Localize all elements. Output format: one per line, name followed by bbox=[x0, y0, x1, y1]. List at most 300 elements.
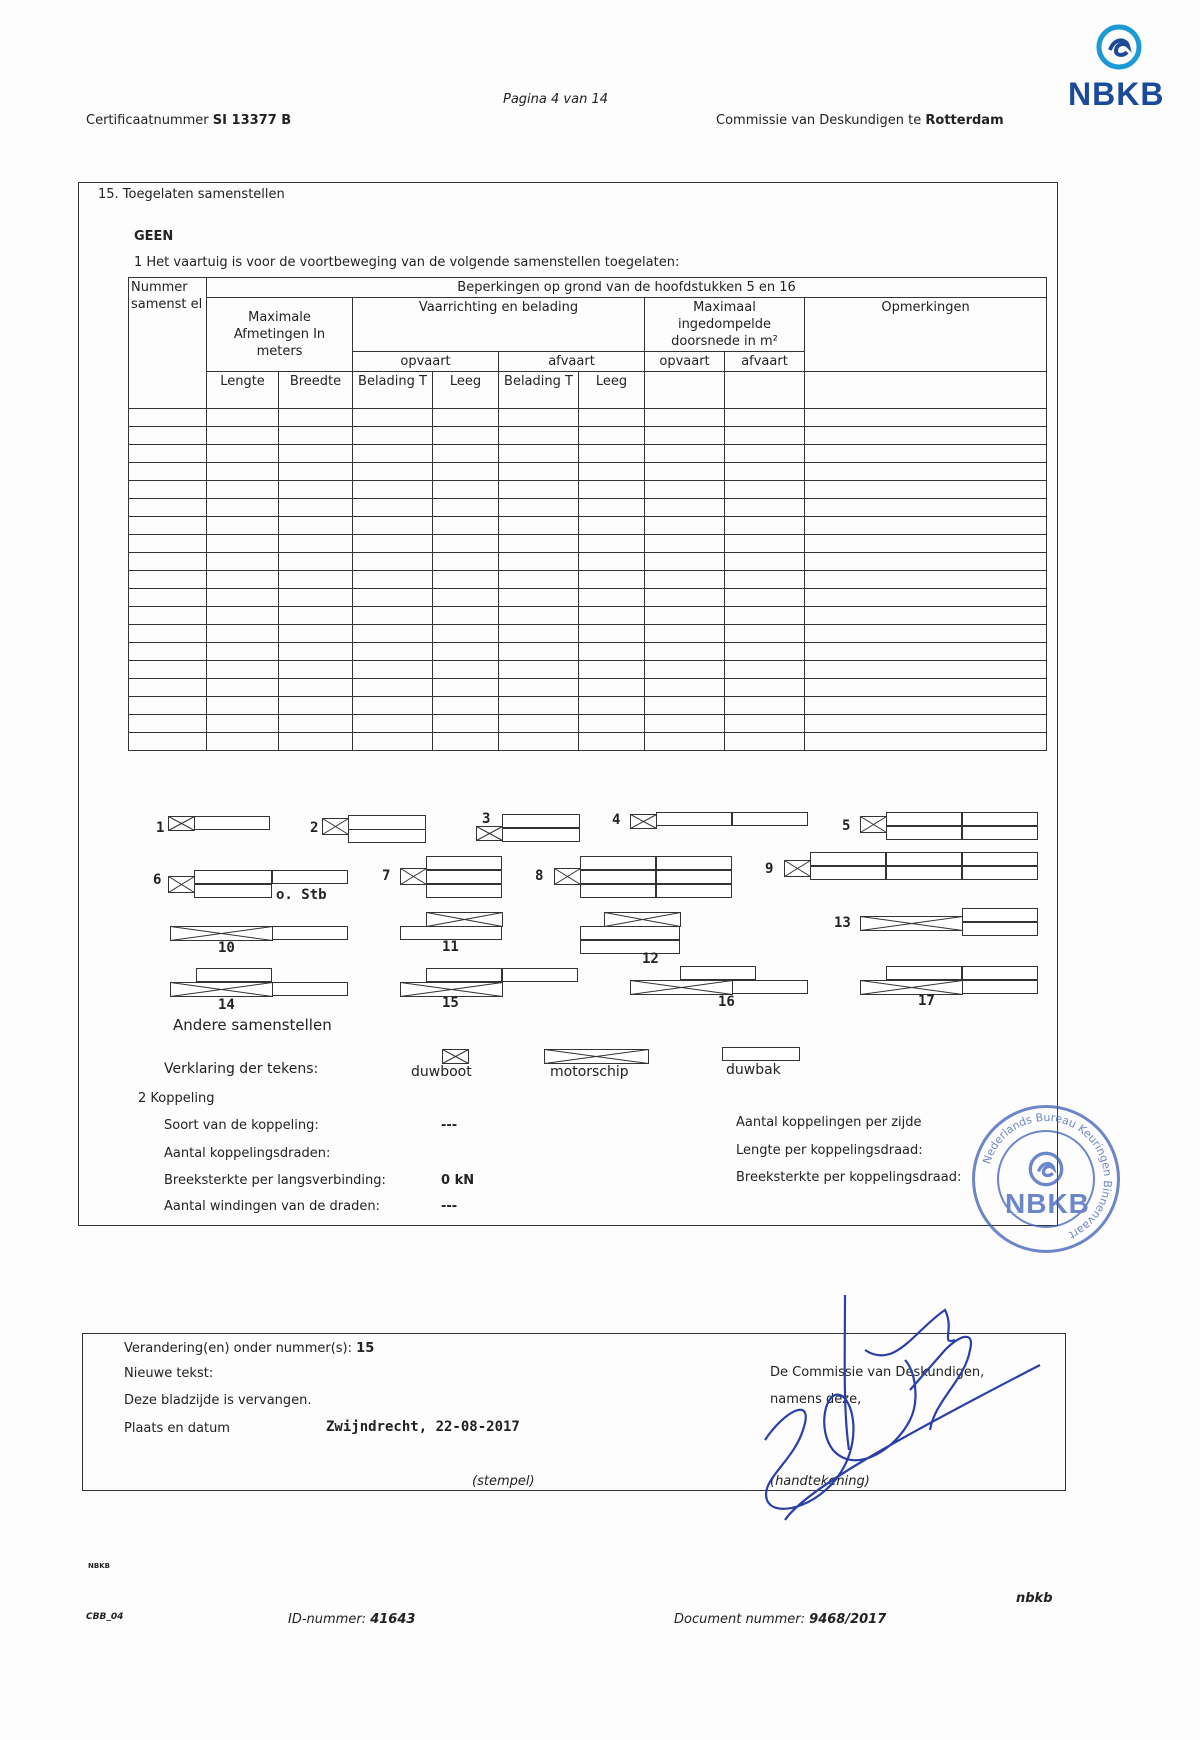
change-number: 15 bbox=[356, 1341, 375, 1356]
table-cell bbox=[805, 679, 1047, 697]
header-beperkingen: Beperkingen op grond van de hoofdstukken 5 en 16 bbox=[207, 278, 1047, 298]
table-cell bbox=[353, 679, 433, 697]
duwbak-shape bbox=[962, 980, 1038, 994]
table-cell bbox=[279, 463, 353, 481]
duwbak-shape bbox=[196, 968, 272, 982]
table-cell bbox=[579, 481, 645, 499]
table-cell bbox=[207, 535, 279, 553]
duwboot-shape bbox=[168, 876, 195, 893]
duwbak-shape bbox=[580, 870, 656, 884]
table-cell bbox=[725, 733, 805, 751]
table-cell bbox=[499, 661, 579, 679]
table-cell bbox=[279, 445, 353, 463]
table-row bbox=[129, 679, 1047, 697]
table-cell bbox=[579, 571, 645, 589]
table-cell bbox=[725, 643, 805, 661]
table-cell bbox=[433, 427, 499, 445]
table-cell bbox=[499, 499, 579, 517]
footer-doc-value: 9468/2017 bbox=[809, 1612, 887, 1627]
table-cell bbox=[353, 697, 433, 715]
windingen-label: Aantal windingen van de draden: bbox=[164, 1199, 380, 1214]
table-cell bbox=[579, 517, 645, 535]
table-cell bbox=[725, 661, 805, 679]
duwbak-shape bbox=[810, 852, 886, 866]
duwbak-shape bbox=[194, 816, 270, 830]
new-text-label: Nieuwe tekst: bbox=[124, 1366, 214, 1381]
table-cell bbox=[279, 589, 353, 607]
table-cell bbox=[433, 409, 499, 427]
header-opvaart: opvaart bbox=[353, 352, 499, 372]
table-cell bbox=[433, 607, 499, 625]
table-cell bbox=[499, 553, 579, 571]
header-afvaart-2: afvaart bbox=[725, 352, 805, 372]
table-cell bbox=[207, 715, 279, 733]
replaced-label: Deze bladzijde is vervangen. bbox=[124, 1393, 312, 1408]
table-cell bbox=[353, 643, 433, 661]
table-cell bbox=[579, 697, 645, 715]
table-cell bbox=[645, 445, 725, 463]
duwboot-shape bbox=[630, 814, 657, 829]
table-cell bbox=[279, 571, 353, 589]
table-cell bbox=[725, 517, 805, 535]
header-max-afmetingen: Maximale Afmetingen In meters bbox=[207, 298, 353, 372]
duwbak-shape bbox=[502, 968, 578, 982]
table-cell bbox=[207, 643, 279, 661]
header-nummer: Nummer samenst el bbox=[129, 278, 207, 409]
header-afvaart: afvaart bbox=[499, 352, 645, 372]
legend-motorschip-icon bbox=[544, 1049, 649, 1064]
table-cell bbox=[499, 589, 579, 607]
place-value: Zwijndrecht, 22-08-2017 bbox=[326, 1419, 520, 1435]
legend-duwboot: duwboot bbox=[411, 1064, 472, 1080]
table-cell bbox=[805, 517, 1047, 535]
duwboot-shape bbox=[860, 816, 887, 833]
signature-image bbox=[745, 1290, 1055, 1540]
stempel-label: (stempel) bbox=[472, 1474, 535, 1489]
table-cell bbox=[499, 715, 579, 733]
table-cell bbox=[645, 625, 725, 643]
table-row bbox=[129, 697, 1047, 715]
table-cell bbox=[433, 463, 499, 481]
table-cell bbox=[433, 679, 499, 697]
table-cell bbox=[129, 463, 207, 481]
duwbak-shape bbox=[426, 968, 502, 982]
duwbak-shape bbox=[426, 856, 502, 870]
table-cell bbox=[805, 625, 1047, 643]
breek-label: Breeksterkte per langsverbinding: bbox=[164, 1173, 386, 1188]
diagram-label-stb: o. Stb bbox=[276, 887, 327, 903]
legend-label: Verklaring der tekens: bbox=[164, 1061, 319, 1077]
table-cell bbox=[129, 535, 207, 553]
table-cell bbox=[353, 661, 433, 679]
footer-nbkb: nbkb bbox=[1016, 1591, 1053, 1606]
table-cell bbox=[433, 643, 499, 661]
table-cell bbox=[353, 445, 433, 463]
table-row bbox=[129, 715, 1047, 733]
page-number: Pagina 4 van 14 bbox=[503, 92, 608, 107]
table-cell bbox=[207, 661, 279, 679]
table-cell bbox=[499, 535, 579, 553]
table-cell bbox=[645, 679, 725, 697]
duwbak-shape bbox=[962, 922, 1038, 936]
lengte-draad-label: Lengte per koppelingsdraad: bbox=[736, 1143, 923, 1158]
table-cell bbox=[645, 409, 725, 427]
table-cell bbox=[645, 733, 725, 751]
diagram-number-13: 13 bbox=[834, 915, 851, 931]
legend-motorschip: motorschip bbox=[550, 1064, 629, 1080]
table-cell bbox=[645, 553, 725, 571]
nbkb-stamp bbox=[972, 1105, 1120, 1253]
motorschip-shape bbox=[860, 916, 963, 931]
duwbak-shape bbox=[886, 812, 962, 826]
table-cell bbox=[433, 589, 499, 607]
draden-label: Aantal koppelingsdraden: bbox=[164, 1146, 331, 1161]
change-line bbox=[124, 1341, 374, 1356]
table-cell bbox=[433, 661, 499, 679]
table-cell bbox=[805, 535, 1047, 553]
header-lengte: Lengte bbox=[207, 372, 279, 409]
duwbak-shape bbox=[272, 982, 348, 996]
table-cell bbox=[129, 625, 207, 643]
empty-cell bbox=[805, 372, 1047, 409]
table-cell bbox=[433, 715, 499, 733]
table-row bbox=[129, 643, 1047, 661]
table-cell bbox=[499, 427, 579, 445]
table-cell bbox=[129, 409, 207, 427]
certificate-number bbox=[86, 113, 291, 128]
table-row bbox=[129, 589, 1047, 607]
diagram-number-9: 9 bbox=[765, 861, 774, 877]
duwboot-shape bbox=[784, 860, 811, 877]
table-cell bbox=[725, 481, 805, 499]
duwboot-shape bbox=[322, 818, 349, 835]
table-cell bbox=[207, 589, 279, 607]
table-cell bbox=[805, 715, 1047, 733]
table-cell bbox=[579, 463, 645, 481]
table-cell bbox=[433, 553, 499, 571]
table-cell bbox=[725, 679, 805, 697]
table-cell bbox=[805, 571, 1047, 589]
duwbak-shape bbox=[580, 926, 680, 940]
duwboot-shape bbox=[168, 816, 195, 831]
table-row bbox=[129, 445, 1047, 463]
table-cell bbox=[725, 715, 805, 733]
diagram-number-12: 12 bbox=[642, 951, 659, 967]
cert-label: Certificaatnummer bbox=[86, 113, 209, 128]
duwbak-shape bbox=[962, 866, 1038, 880]
duwbak-shape bbox=[962, 812, 1038, 826]
duwbak-shape bbox=[656, 812, 732, 826]
namens-label: namens deze, bbox=[770, 1392, 862, 1407]
table-row bbox=[129, 517, 1047, 535]
table-cell bbox=[353, 607, 433, 625]
place-label: Plaats en datum bbox=[124, 1421, 230, 1436]
table-cell bbox=[725, 499, 805, 517]
diagram-number-11: 11 bbox=[442, 939, 459, 955]
footer-id-value: 41643 bbox=[370, 1612, 416, 1627]
table-cell bbox=[579, 589, 645, 607]
duwbak-shape bbox=[886, 866, 962, 880]
table-row bbox=[129, 409, 1047, 427]
table-cell bbox=[207, 571, 279, 589]
footer-small-logo: NBKB bbox=[88, 1562, 110, 1570]
table-cell bbox=[353, 733, 433, 751]
table-cell bbox=[579, 715, 645, 733]
duwbak-shape bbox=[656, 884, 732, 898]
diagram-number-2: 2 bbox=[310, 820, 319, 836]
table-cell bbox=[207, 445, 279, 463]
table-cell bbox=[645, 661, 725, 679]
table-cell bbox=[353, 409, 433, 427]
header-breedte: Breedte bbox=[279, 372, 353, 409]
table-cell bbox=[279, 715, 353, 733]
table-cell bbox=[279, 481, 353, 499]
duwbak-shape bbox=[886, 852, 962, 866]
table-cell bbox=[279, 643, 353, 661]
table-cell bbox=[579, 625, 645, 643]
table-cell bbox=[805, 481, 1047, 499]
table-cell bbox=[499, 409, 579, 427]
diagram-number-1: 1 bbox=[156, 820, 165, 836]
duwbak-shape bbox=[656, 870, 732, 884]
table-cell bbox=[579, 409, 645, 427]
table-cell bbox=[645, 589, 725, 607]
table-row bbox=[129, 463, 1047, 481]
table-cell bbox=[353, 463, 433, 481]
table-cell bbox=[279, 661, 353, 679]
table-cell bbox=[353, 499, 433, 517]
table-cell bbox=[499, 679, 579, 697]
table-cell bbox=[433, 625, 499, 643]
commission-prefix: Commissie van Deskundigen te bbox=[716, 113, 922, 128]
duwbak-shape bbox=[732, 980, 808, 994]
header-belading-1: Belading T bbox=[353, 372, 433, 409]
soort-label: Soort van de koppeling: bbox=[164, 1118, 319, 1133]
motorschip-shape bbox=[426, 912, 503, 927]
duwbak-shape bbox=[580, 856, 656, 870]
header-max-doorsnede: Maximaal ingedompelde doorsnede in m² bbox=[645, 298, 805, 352]
diagram-number-4: 4 bbox=[612, 812, 621, 828]
table-cell bbox=[725, 607, 805, 625]
table-cell bbox=[207, 625, 279, 643]
breek-value bbox=[441, 1173, 474, 1188]
header-leeg-1: Leeg bbox=[433, 372, 499, 409]
table-cell bbox=[207, 499, 279, 517]
empty-cell bbox=[645, 372, 725, 409]
table-cell bbox=[805, 463, 1047, 481]
table-cell bbox=[279, 535, 353, 553]
table-cell bbox=[725, 625, 805, 643]
diagram-number-15: 15 bbox=[442, 995, 459, 1011]
diagram-number-7: 7 bbox=[382, 868, 391, 884]
table-cell bbox=[805, 733, 1047, 751]
compositions-table bbox=[128, 277, 1047, 751]
table-cell bbox=[725, 697, 805, 715]
soort-value: --- bbox=[441, 1118, 458, 1133]
table-cell bbox=[579, 733, 645, 751]
table-cell bbox=[129, 589, 207, 607]
duwbak-shape bbox=[580, 940, 680, 954]
duwbak-shape bbox=[810, 866, 886, 880]
table-cell bbox=[353, 625, 433, 643]
table-cell bbox=[499, 625, 579, 643]
table-cell bbox=[579, 607, 645, 625]
table-row bbox=[129, 535, 1047, 553]
table-cell bbox=[645, 607, 725, 625]
table-cell bbox=[353, 427, 433, 445]
section-intro: 1 Het vaartuig is voor de voortbeweging van de volgende samenstellen toegelaten: bbox=[134, 255, 680, 270]
table-cell bbox=[433, 481, 499, 499]
table-cell bbox=[805, 661, 1047, 679]
motorschip-shape bbox=[170, 926, 273, 941]
commission-header bbox=[716, 113, 1004, 128]
table-cell bbox=[725, 535, 805, 553]
duwbak-shape bbox=[194, 870, 272, 884]
table-cell bbox=[645, 571, 725, 589]
duwbak-shape bbox=[580, 884, 656, 898]
table-cell bbox=[805, 499, 1047, 517]
table-cell bbox=[645, 535, 725, 553]
diagram-number-8: 8 bbox=[535, 868, 544, 884]
duwbak-shape bbox=[426, 884, 502, 898]
change-label: Verandering(en) onder nummer(s): bbox=[124, 1341, 353, 1356]
handtekening-label: (handtekening) bbox=[770, 1474, 870, 1489]
table-cell bbox=[207, 409, 279, 427]
diagram-number-17: 17 bbox=[918, 993, 935, 1009]
table-cell bbox=[279, 553, 353, 571]
table-cell bbox=[499, 445, 579, 463]
table-row bbox=[129, 481, 1047, 499]
geen-label: GEEN bbox=[134, 229, 174, 244]
duwbak-shape bbox=[656, 856, 732, 870]
table-cell bbox=[353, 553, 433, 571]
table-cell bbox=[805, 607, 1047, 625]
table-cell bbox=[129, 427, 207, 445]
table-cell bbox=[279, 499, 353, 517]
duwbak-shape bbox=[194, 884, 272, 898]
table-cell bbox=[207, 679, 279, 697]
koppeling-title: 2 Koppeling bbox=[138, 1091, 215, 1106]
table-row bbox=[129, 499, 1047, 517]
duwbak-shape bbox=[502, 814, 580, 828]
legend-duwboot-icon bbox=[442, 1049, 469, 1064]
table-cell bbox=[207, 427, 279, 445]
nbkb-logo-icon bbox=[1096, 24, 1142, 74]
table-cell bbox=[353, 571, 433, 589]
table-cell bbox=[129, 499, 207, 517]
table-cell bbox=[433, 517, 499, 535]
table-cell bbox=[129, 571, 207, 589]
table-cell bbox=[433, 733, 499, 751]
diagram-number-3: 3 bbox=[482, 811, 491, 827]
duwbak-shape bbox=[732, 812, 808, 826]
table-cell bbox=[579, 679, 645, 697]
diagram-number-14: 14 bbox=[218, 997, 235, 1013]
table-cell bbox=[645, 517, 725, 535]
table-row bbox=[129, 733, 1047, 751]
legend-duwbak: duwbak bbox=[726, 1062, 781, 1078]
table-cell bbox=[725, 553, 805, 571]
table-cell bbox=[353, 517, 433, 535]
header-vaarrichting: Vaarrichting en belading bbox=[353, 298, 645, 352]
table-cell bbox=[645, 463, 725, 481]
table-cell bbox=[645, 643, 725, 661]
table-cell bbox=[579, 661, 645, 679]
table-row bbox=[129, 427, 1047, 445]
table-cell bbox=[279, 517, 353, 535]
table-cell bbox=[129, 517, 207, 535]
table-cell bbox=[207, 607, 279, 625]
table-cell bbox=[129, 715, 207, 733]
duwboot-shape bbox=[476, 826, 503, 841]
diagram-number-16: 16 bbox=[718, 994, 735, 1010]
motorschip-shape bbox=[170, 982, 273, 997]
duwbak-shape bbox=[962, 908, 1038, 922]
table-cell bbox=[207, 553, 279, 571]
table-cell bbox=[129, 445, 207, 463]
table-cell bbox=[207, 733, 279, 751]
cert-value: SI 13377 B bbox=[212, 113, 292, 128]
table-cell bbox=[129, 607, 207, 625]
empty-rows bbox=[129, 409, 1047, 751]
table-cell bbox=[805, 697, 1047, 715]
table-cell bbox=[129, 661, 207, 679]
table-cell bbox=[499, 643, 579, 661]
stamp-logo-text: NBKB bbox=[1005, 1188, 1090, 1219]
footer-code: CBB_04 bbox=[86, 1612, 124, 1622]
table-cell bbox=[129, 679, 207, 697]
footer-doc-label: Document nummer: bbox=[674, 1612, 806, 1627]
legend-duwbak-icon bbox=[722, 1047, 800, 1061]
table-row bbox=[129, 553, 1047, 571]
table-cell bbox=[433, 697, 499, 715]
duwboot-shape bbox=[400, 868, 427, 885]
table-cell bbox=[129, 733, 207, 751]
table-cell bbox=[645, 697, 725, 715]
table-cell bbox=[207, 697, 279, 715]
duwbak-shape bbox=[680, 966, 756, 980]
table-cell bbox=[353, 535, 433, 553]
table-cell bbox=[645, 481, 725, 499]
table-cell bbox=[433, 535, 499, 553]
table-cell bbox=[433, 499, 499, 517]
windingen-value: --- bbox=[441, 1199, 458, 1214]
table-cell bbox=[129, 553, 207, 571]
commission-city: Rotterdam bbox=[925, 113, 1004, 128]
duwbak-shape bbox=[400, 926, 502, 940]
table-cell bbox=[433, 571, 499, 589]
empty-cell bbox=[725, 372, 805, 409]
table-cell bbox=[579, 445, 645, 463]
breek-value-text: 0 kN bbox=[441, 1173, 475, 1188]
table-cell bbox=[725, 445, 805, 463]
table-cell bbox=[207, 517, 279, 535]
table-cell bbox=[353, 589, 433, 607]
table-cell bbox=[645, 499, 725, 517]
table-cell bbox=[499, 481, 579, 499]
table-cell bbox=[805, 409, 1047, 427]
duwbak-shape bbox=[502, 828, 580, 842]
stamp-logo-icon bbox=[1027, 1150, 1065, 1188]
table-cell bbox=[353, 481, 433, 499]
table-cell bbox=[129, 643, 207, 661]
table-cell bbox=[725, 589, 805, 607]
table-cell bbox=[579, 499, 645, 517]
table-cell bbox=[433, 445, 499, 463]
table-cell bbox=[579, 427, 645, 445]
table-cell bbox=[279, 427, 353, 445]
duwbak-shape bbox=[886, 826, 962, 840]
